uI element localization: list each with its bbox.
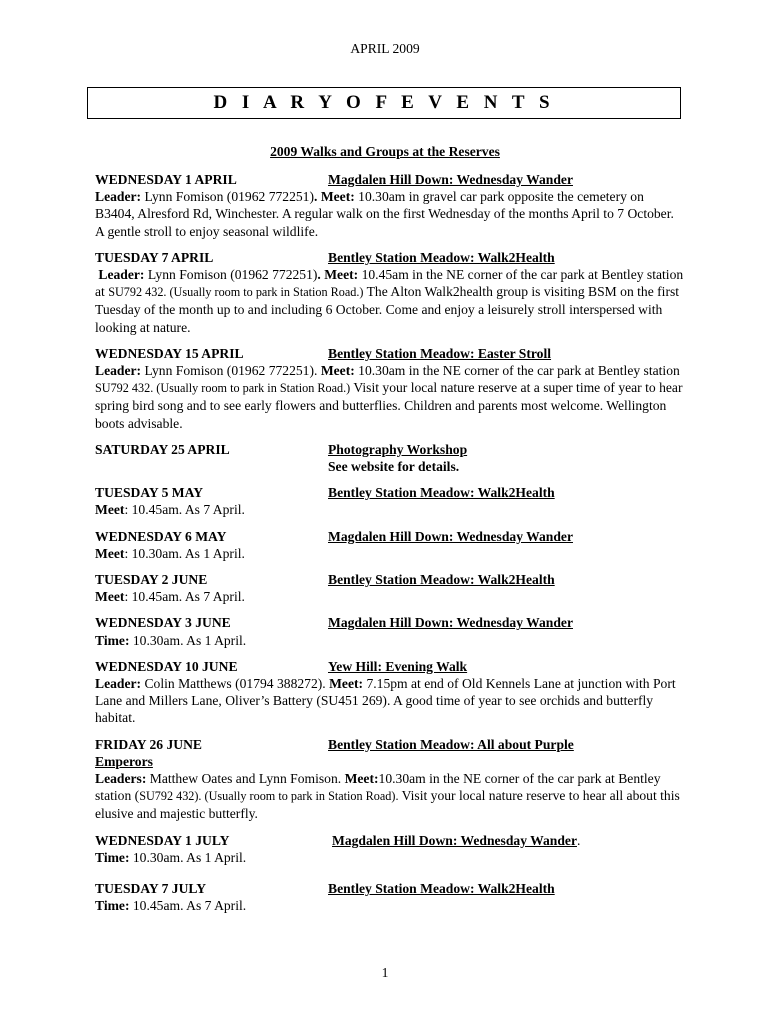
event-title: Magdalen Hill Down: Wednesday Wander [332,832,577,848]
event-item [95,441,685,475]
event-title-suffix: . [577,832,581,848]
event-title: Bentley Station Meadow: All about Purple [328,736,574,752]
event-item [95,658,685,727]
event-item [95,832,685,866]
event-title: Bentley Station Meadow: Walk2Health [328,880,555,896]
title-box [87,87,681,119]
event-description: Meet: 10.45am. As 7 April. [95,502,245,518]
event-title: Magdalen Hill Down: Wednesday Wander [328,615,573,631]
page-title: D I A R Y O F E V E N T S [213,92,555,113]
event-item [95,345,685,432]
event-description: Time: 10.45am. As 7 April. [95,898,247,914]
event-title: Bentley Station Meadow: Easter Stroll [328,345,552,361]
event-date: WEDNESDAY 1 JULY [95,832,230,848]
event-description: Leader: Colin Matthews (01794 388272). Meet: 7.15pm at end of Old Kennels Lane at junction with Port Lane and Millers Lane, Oliver’s Battery (SU451 269). A good time of year to see orchids and butterfly habitat. [95,675,676,726]
page-header: APRIL 2009 [350,41,420,56]
event-title: Bentley Station Meadow: Walk2Health [328,485,555,501]
event-item [95,528,685,562]
event-title: Magdalen Hill Down: Wednesday Wander [328,528,573,544]
event-description: Time: 10.30am. As 1 April. [95,632,247,648]
event-item [95,571,685,605]
event-item [95,736,685,823]
event-title: Bentley Station Meadow: Walk2Health [328,249,555,265]
event-date: TUESDAY 2 JUNE [95,571,208,587]
event-title: Yew Hill: Evening Walk [328,658,468,674]
event-date: TUESDAY 5 MAY [95,485,204,501]
event-date: WEDNESDAY 3 JUNE [95,615,231,631]
event-item [95,614,685,648]
event-description: Meet: 10.30am. As 1 April. [95,545,245,561]
event-description: Leader: Lynn Fomison (01962 772251). Meet: 10.45am in the NE corner of the car park at Bentley station at SU792 432. (Usually room to park in Station Road.) The Alton Walk2health group is visiting BSM on the first Tuesday of the month up to and including 6 October. Come and enjoy a leisurely stroll interspersed with looking at nature. [95,266,684,335]
events-list [95,171,685,923]
page-subtitle: 2009 Walks and Groups at the Reserves [270,144,500,159]
event-date: FRIDAY 26 JUNE [95,736,202,752]
event-date: WEDNESDAY 6 MAY [95,528,227,544]
event-title: Photography Workshop [328,441,468,457]
event-item [95,171,685,240]
event-item [95,484,685,518]
event-date: WEDNESDAY 1 APRIL [95,172,237,187]
event-date: WEDNESDAY 15 APRIL [95,345,244,361]
event-date: TUESDAY 7 JULY [95,880,207,896]
event-title-continued: Emperors [95,753,153,769]
event-description: Leader: Lynn Fomison (01962 772251). Meet: 10.30am in gravel car park opposite the cemetery on B3404, Alresford Rd, Winchester. A regular walk on the first Wednesday of the months April to 7 October. A gentle stroll to enjoy seasonal wildlife. [95,189,674,239]
event-description: Leader: Lynn Fomison (01962 772251). Meet: 10.30am in the NE corner of the car park at Bentley station SU792 432. (Usually room to park in Station Road.) Visit your local nature reserve at a super time of year to hear spring bird song and to see early flowers and butterflies. Children and parents most welcome. Wellington boots advisable. [95,362,683,431]
event-description: Time: 10.30am. As 1 April. [95,849,247,865]
event-date: SATURDAY 25 APRIL [95,441,230,457]
event-date: WEDNESDAY 10 JUNE [95,658,238,674]
event-item [95,880,685,914]
event-description: Meet: 10.45am. As 7 April. [95,589,245,605]
event-note: See website for details. [328,458,460,474]
event-title: Magdalen Hill Down: Wednesday Wander [328,172,573,187]
event-description: Leaders: Matthew Oates and Lynn Fomison. Meet:10.30am in the NE corner of the car park at Bentley station (SU792 432). (Usually room to park in Station Road). Visit your local nature reserve to hear all about this elusive and majestic butterfly. [95,770,680,822]
event-date: TUESDAY 7 APRIL [95,249,214,265]
event-item [95,249,685,336]
page-number: 1 [381,965,389,980]
event-title: Bentley Station Meadow: Walk2Health [328,571,555,587]
